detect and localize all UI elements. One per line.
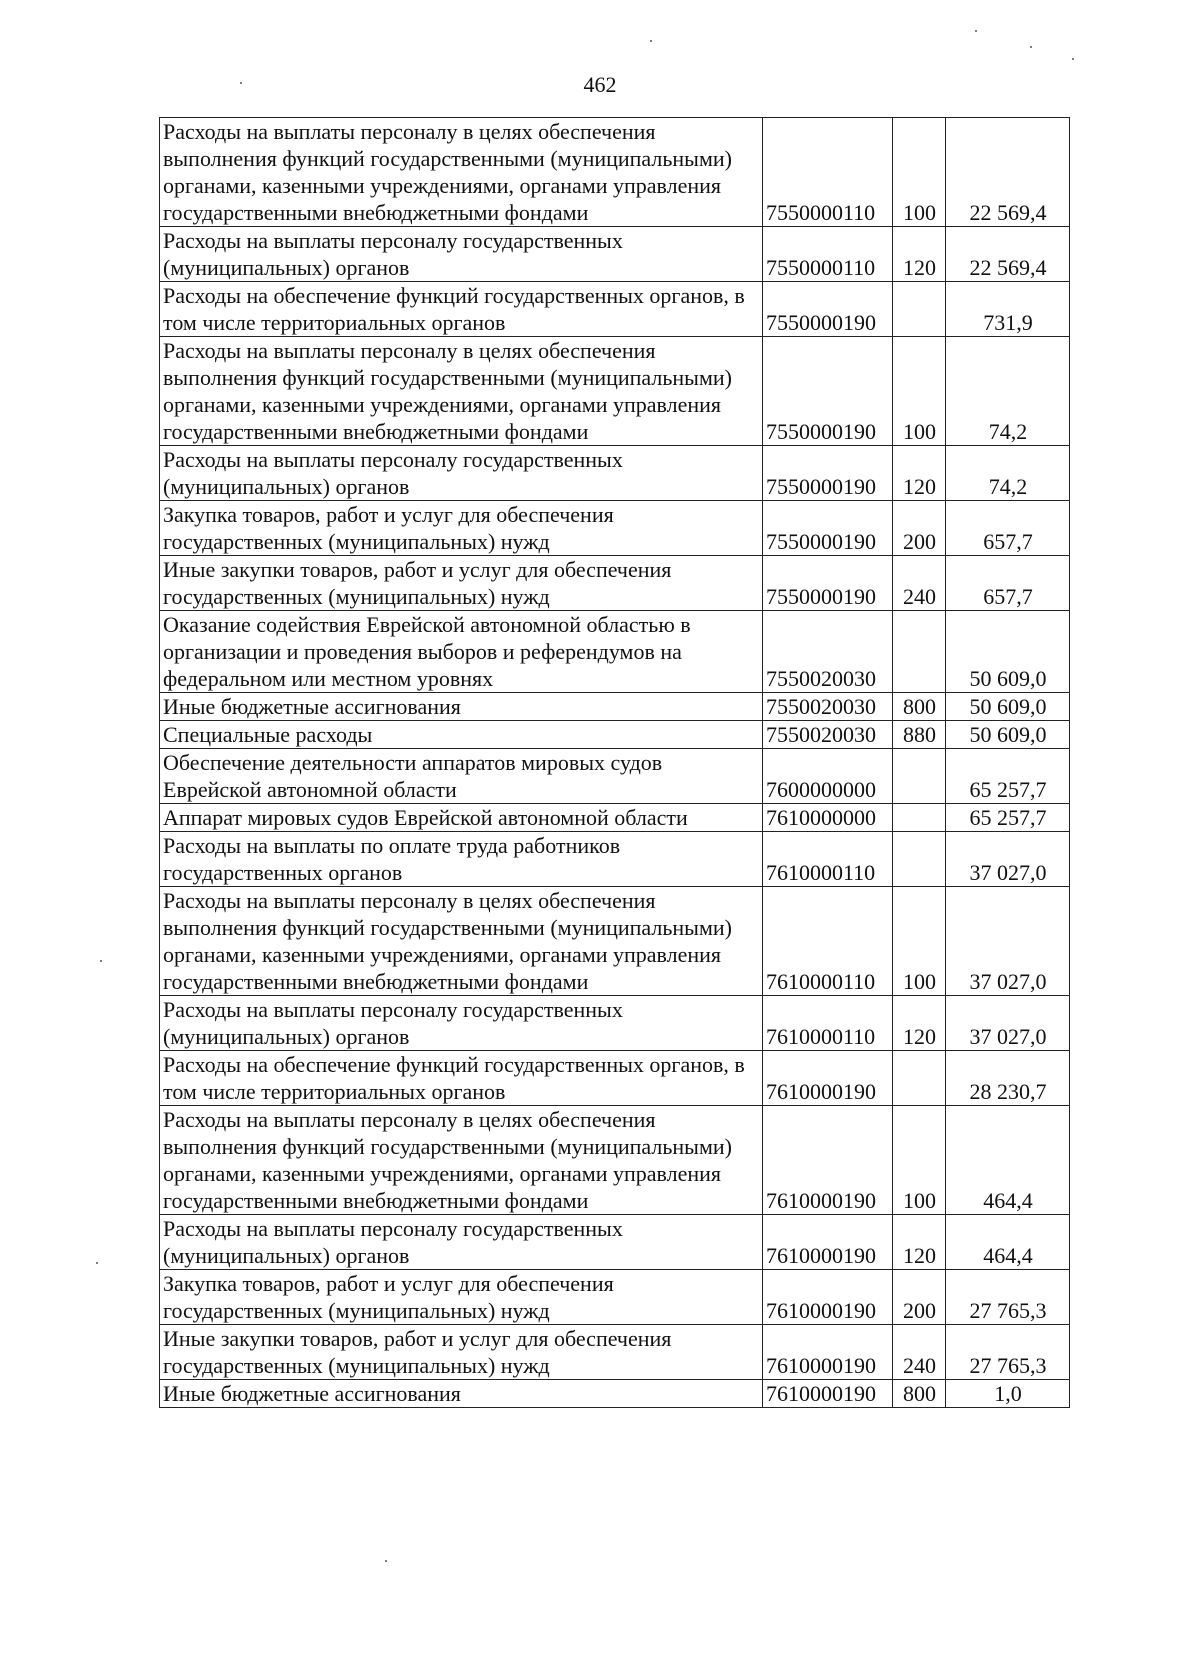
table-row xyxy=(160,749,1070,804)
row-type-cell: 200 xyxy=(893,501,946,556)
row-type-cell: 100 xyxy=(893,337,946,446)
row-name-cell: Расходы на выплаты персоналу в целях обеспечения выполнения функций государственными (муниципальными) органами, казенными учреждениями, органами управления государственными внебюджетными фондами xyxy=(160,887,763,996)
row-name-cell: Иные закупки товаров, работ и услуг для обеспечения государственных (муниципальных) нужд xyxy=(160,556,763,611)
table-row xyxy=(160,227,1070,282)
row-name-cell: Расходы на выплаты персоналу в целях обеспечения выполнения функций государственными (муниципальными) органами, казенными учреждениями, органами управления государственными внебюджетными фондами xyxy=(160,337,763,446)
row-type-cell: 120 xyxy=(893,1215,946,1270)
scan-speck xyxy=(975,30,977,32)
table-row xyxy=(160,1051,1070,1106)
row-name-cell: Расходы на выплаты персоналу государственных (муниципальных) органов xyxy=(160,1215,763,1270)
row-type-cell: 100 xyxy=(893,1106,946,1215)
row-code-cell: 7550020030 xyxy=(763,721,893,749)
row-code-cell: 7550000190 xyxy=(763,282,893,337)
row-amount-cell: 657,7 xyxy=(946,556,1070,611)
row-code-cell: 7610000190 xyxy=(763,1106,893,1215)
row-name-cell: Расходы на выплаты персоналу государственных (муниципальных) органов xyxy=(160,446,763,501)
table-row xyxy=(160,501,1070,556)
table-row xyxy=(160,804,1070,832)
table-row xyxy=(160,446,1070,501)
row-type-cell: 240 xyxy=(893,1325,946,1380)
row-name-cell: Специальные расходы xyxy=(160,721,763,749)
scan-speck xyxy=(100,960,102,962)
row-code-cell: 7610000000 xyxy=(763,804,893,832)
row-name-cell: Иные бюджетные ассигнования xyxy=(160,1380,763,1408)
row-code-cell: 7610000110 xyxy=(763,887,893,996)
row-name-cell: Расходы на выплаты персоналу государственных (муниципальных) органов xyxy=(160,996,763,1051)
row-code-cell: 7550000110 xyxy=(763,227,893,282)
table-row xyxy=(160,721,1070,749)
scan-speck xyxy=(1072,58,1074,60)
budget-table xyxy=(159,117,1070,1408)
row-name-cell: Расходы на выплаты персоналу в целях обеспечения выполнения функций государственными (муниципальными) органами, казенными учреждениями, органами управления государственными внебюджетными фондами xyxy=(160,118,763,227)
row-type-cell: 200 xyxy=(893,1270,946,1325)
row-type-cell xyxy=(893,282,946,337)
table-row xyxy=(160,693,1070,721)
row-type-cell: 800 xyxy=(893,1380,946,1408)
table-row xyxy=(160,556,1070,611)
row-amount-cell: 27 765,3 xyxy=(946,1325,1070,1380)
row-type-cell: 100 xyxy=(893,118,946,227)
row-amount-cell: 50 609,0 xyxy=(946,611,1070,693)
table-row xyxy=(160,337,1070,446)
table-row xyxy=(160,1215,1070,1270)
row-type-cell xyxy=(893,804,946,832)
row-code-cell: 7610000190 xyxy=(763,1215,893,1270)
row-code-cell: 7550020030 xyxy=(763,693,893,721)
row-type-cell xyxy=(893,832,946,887)
row-amount-cell: 50 609,0 xyxy=(946,693,1070,721)
row-name-cell: Обеспечение деятельности аппаратов мировых судов Еврейской автономной области xyxy=(160,749,763,804)
row-code-cell: 7610000110 xyxy=(763,832,893,887)
row-name-cell: Расходы на выплаты персоналу в целях обеспечения выполнения функций государственными (муниципальными) органами, казенными учреждениями, органами управления государственными внебюджетными фондами xyxy=(160,1106,763,1215)
row-amount-cell: 22 569,4 xyxy=(946,118,1070,227)
table-row xyxy=(160,1270,1070,1325)
row-code-cell: 7600000000 xyxy=(763,749,893,804)
table-row xyxy=(160,1325,1070,1380)
row-name-cell: Закупка товаров, работ и услуг для обеспечения государственных (муниципальных) нужд xyxy=(160,1270,763,1325)
row-type-cell: 120 xyxy=(893,227,946,282)
row-name-cell: Оказание содействия Еврейской автономной областью в организации и проведения выборов и референдумов на федеральном или местном уровнях xyxy=(160,611,763,693)
scan-speck xyxy=(1030,46,1032,48)
row-code-cell: 7610000190 xyxy=(763,1325,893,1380)
budget-table-body xyxy=(160,118,1070,1408)
row-name-cell: Закупка товаров, работ и услуг для обеспечения государственных (муниципальных) нужд xyxy=(160,501,763,556)
row-type-cell: 100 xyxy=(893,887,946,996)
row-name-cell: Иные закупки товаров, работ и услуг для обеспечения государственных (муниципальных) нужд xyxy=(160,1325,763,1380)
row-amount-cell: 28 230,7 xyxy=(946,1051,1070,1106)
row-code-cell: 7610000190 xyxy=(763,1051,893,1106)
row-amount-cell: 37 027,0 xyxy=(946,832,1070,887)
row-name-cell: Расходы на выплаты по оплате труда работников государственных органов xyxy=(160,832,763,887)
row-code-cell: 7610000190 xyxy=(763,1270,893,1325)
row-amount-cell: 50 609,0 xyxy=(946,721,1070,749)
scan-speck xyxy=(96,1262,98,1264)
row-amount-cell: 65 257,7 xyxy=(946,749,1070,804)
row-amount-cell: 74,2 xyxy=(946,446,1070,501)
scan-speck xyxy=(385,1560,387,1562)
row-type-cell: 800 xyxy=(893,693,946,721)
table-row xyxy=(160,282,1070,337)
row-amount-cell: 27 765,3 xyxy=(946,1270,1070,1325)
row-code-cell: 7550000190 xyxy=(763,337,893,446)
row-type-cell xyxy=(893,749,946,804)
table-row xyxy=(160,887,1070,996)
row-code-cell: 7610000110 xyxy=(763,996,893,1051)
table-row xyxy=(160,996,1070,1051)
row-amount-cell: 74,2 xyxy=(946,337,1070,446)
table-row xyxy=(160,118,1070,227)
row-amount-cell: 22 569,4 xyxy=(946,227,1070,282)
row-amount-cell: 731,9 xyxy=(946,282,1070,337)
row-amount-cell: 464,4 xyxy=(946,1106,1070,1215)
scan-speck xyxy=(240,82,242,84)
row-amount-cell: 65 257,7 xyxy=(946,804,1070,832)
row-name-cell: Аппарат мировых судов Еврейской автономной области xyxy=(160,804,763,832)
table-row xyxy=(160,1106,1070,1215)
row-code-cell: 7550000110 xyxy=(763,118,893,227)
row-amount-cell: 37 027,0 xyxy=(946,996,1070,1051)
row-type-cell: 880 xyxy=(893,721,946,749)
row-type-cell xyxy=(893,1051,946,1106)
table-row xyxy=(160,832,1070,887)
row-name-cell: Иные бюджетные ассигнования xyxy=(160,693,763,721)
row-name-cell: Расходы на обеспечение функций государственных органов, в том числе территориальных органов xyxy=(160,282,763,337)
row-type-cell xyxy=(893,611,946,693)
row-name-cell: Расходы на выплаты персоналу государственных (муниципальных) органов xyxy=(160,227,763,282)
row-type-cell: 120 xyxy=(893,996,946,1051)
row-amount-cell: 1,0 xyxy=(946,1380,1070,1408)
table-row xyxy=(160,1380,1070,1408)
page-number: 462 xyxy=(583,72,617,97)
row-code-cell: 7550020030 xyxy=(763,611,893,693)
row-name-cell: Расходы на обеспечение функций государственных органов, в том числе территориальных органов xyxy=(160,1051,763,1106)
row-code-cell: 7550000190 xyxy=(763,446,893,501)
row-amount-cell: 37 027,0 xyxy=(946,887,1070,996)
row-code-cell: 7550000190 xyxy=(763,556,893,611)
scan-speck xyxy=(650,40,652,42)
row-type-cell: 120 xyxy=(893,446,946,501)
row-amount-cell: 657,7 xyxy=(946,501,1070,556)
row-type-cell: 240 xyxy=(893,556,946,611)
row-amount-cell: 464,4 xyxy=(946,1215,1070,1270)
table-row xyxy=(160,611,1070,693)
row-code-cell: 7550000190 xyxy=(763,501,893,556)
row-code-cell: 7610000190 xyxy=(763,1380,893,1408)
